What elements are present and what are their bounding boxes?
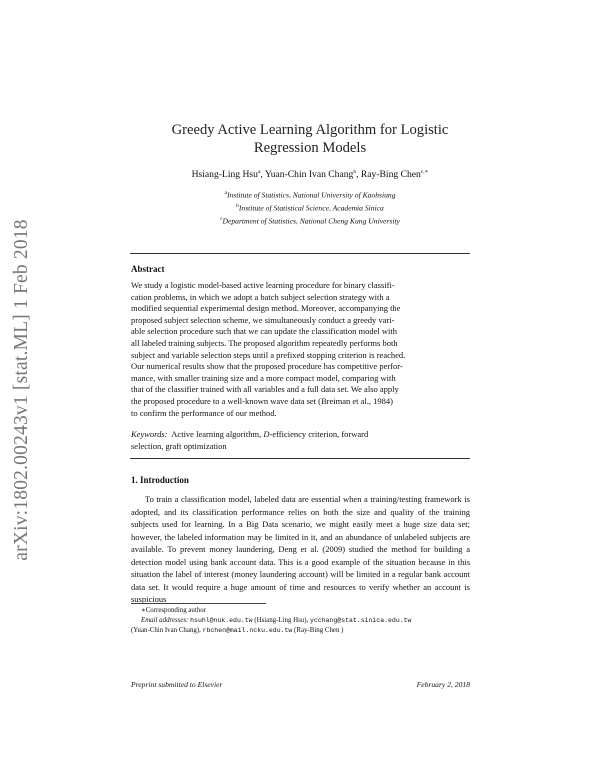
keywords-line-2: selection, graft optimization bbox=[131, 440, 227, 451]
paper-title bbox=[130, 121, 490, 157]
author-list: Hsiang-Ling Hsu$^a$, Yuan-Chin Ivan Chang$^b$, Ray-Bing Chen$^{c,∗}$ bbox=[191, 169, 429, 181]
affiliation-text: Institute of Statistical Science, Academia Sinica bbox=[238, 203, 384, 213]
affiliation-list bbox=[130, 188, 490, 227]
affiliation-text: Institute of Statistics, National University of Kaohsiung bbox=[226, 190, 396, 200]
corresponding-author-note: ∗Corresponding author bbox=[141, 607, 206, 614]
affiliation-mark: b bbox=[236, 203, 239, 210]
abstract-line: modified sequential experimental design method. Moreover, accompanying the bbox=[131, 303, 401, 314]
email-owner: (Ray-Bing Chen ) bbox=[294, 627, 344, 634]
author-name: Yuan-Chin Ivan Chang bbox=[264, 169, 354, 181]
author-name: Hsiang-Ling Hsu bbox=[191, 169, 258, 181]
introduction-paragraph: To train a classification model, labeled data are essential when a training/testing framework is adopted, and its classification performance relies on both the size and quality of the training subjects used for learning. In a Big Data scenario, we might easily meet a huge size data set; however, the labeled information may be limited in it, and an abundance of unlabeled subjects are available. To prevent money laundering, Deng et al. (2009) studied the method for building a detection model using bank account data. This is a good example of the situation because in this situation the label of interest (money laundering account) will be limited in a regular bank account data set. It would require a huge amount of time and resources to verify whether an account is suspicious bbox=[131, 494, 470, 604]
footnote-rule bbox=[131, 603, 266, 604]
abstract-line: cation problems, in which we adopt a batch subject selection strategy with a bbox=[131, 291, 390, 302]
preprint-date: February 2, 2018 bbox=[416, 680, 470, 689]
affiliation bbox=[130, 201, 490, 214]
abstract-heading: Abstract bbox=[131, 264, 165, 274]
abstract-bottom-rule bbox=[130, 458, 470, 459]
abstract-line: proposed subject selection scheme, we simultaneously conduct a greedy vari- bbox=[131, 314, 395, 325]
abstract-line: that of the classifier trained with all variables and a full data set. We also apply bbox=[131, 384, 399, 395]
affiliation bbox=[130, 188, 490, 201]
email-link[interactable]: ycchang@stat.sinica.edu.tw bbox=[310, 617, 412, 624]
email-owner: (Hsiang-Ling Hsu), bbox=[254, 617, 309, 624]
affiliation-text: Department of Statistics, National Cheng Kung University bbox=[222, 216, 400, 226]
arxiv-identifier-text: arXiv:1802.00243v1 [stat.ML] 1 Feb 2018 bbox=[11, 219, 32, 561]
keywords-text-b: -efficiency criterion, forward bbox=[269, 429, 369, 439]
author-mark: a bbox=[257, 169, 261, 175]
affiliation-mark: c bbox=[220, 216, 223, 223]
arxiv-identifier bbox=[4, 210, 40, 570]
email-link[interactable]: hsuhl@nuk.edu.tw bbox=[190, 617, 253, 624]
abstract-body bbox=[131, 280, 470, 419]
abstract-line: the proposed procedure to a well-known wave data set (Breiman et al., 1984) bbox=[131, 395, 393, 406]
email-line bbox=[131, 616, 470, 626]
keywords-label: Keywords: bbox=[131, 429, 168, 439]
affiliation bbox=[130, 214, 490, 227]
keywords-text-a: Active learning algorithm, bbox=[171, 429, 262, 439]
abstract-line: to confirm the performance of our method. bbox=[131, 407, 277, 418]
title-line-1: Greedy Active Learning Algorithm for Logistic bbox=[171, 122, 449, 138]
affiliation-mark: a bbox=[224, 190, 227, 196]
abstract-line: Our numerical results show that the proposed procedure has competitive perfor- bbox=[131, 361, 403, 372]
keywords bbox=[131, 429, 470, 452]
author-mark: b bbox=[353, 169, 357, 175]
abstract-line: subject and variable selection steps until a prefixed stopping criterion is reached. bbox=[131, 349, 406, 360]
author-mark: c,∗ bbox=[420, 169, 429, 175]
keywords-d: D bbox=[263, 429, 270, 439]
preprint-note: Preprint submitted to Elsevier bbox=[131, 680, 223, 689]
email-link[interactable]: rbchen@mail.ncku.edu.tw bbox=[202, 627, 293, 634]
author-name: Ray-Bing Chen bbox=[360, 169, 421, 181]
email-label: Email addresses: bbox=[141, 617, 189, 624]
section-heading: 1. Introduction bbox=[131, 475, 189, 485]
keywords-line-1 bbox=[131, 429, 470, 441]
abstract-top-rule bbox=[130, 253, 470, 254]
abstract-line: able selection procedure such that we can update the classification model with bbox=[131, 326, 397, 337]
title-line-2: Regression Models bbox=[253, 140, 367, 156]
abstract-line: all labeled training subjects. The proposed algorithm repeatedly performs both bbox=[131, 337, 398, 348]
email-line bbox=[131, 626, 470, 636]
abstract-line: mance, with smaller training size and a more compact model, comparing with bbox=[131, 372, 396, 383]
email-owner: (Yuan-Chin Ivan Chang), bbox=[131, 627, 201, 634]
abstract-line: We study a logistic model-based active learning procedure for binary classifi- bbox=[131, 280, 395, 290]
footnote bbox=[131, 606, 470, 636]
